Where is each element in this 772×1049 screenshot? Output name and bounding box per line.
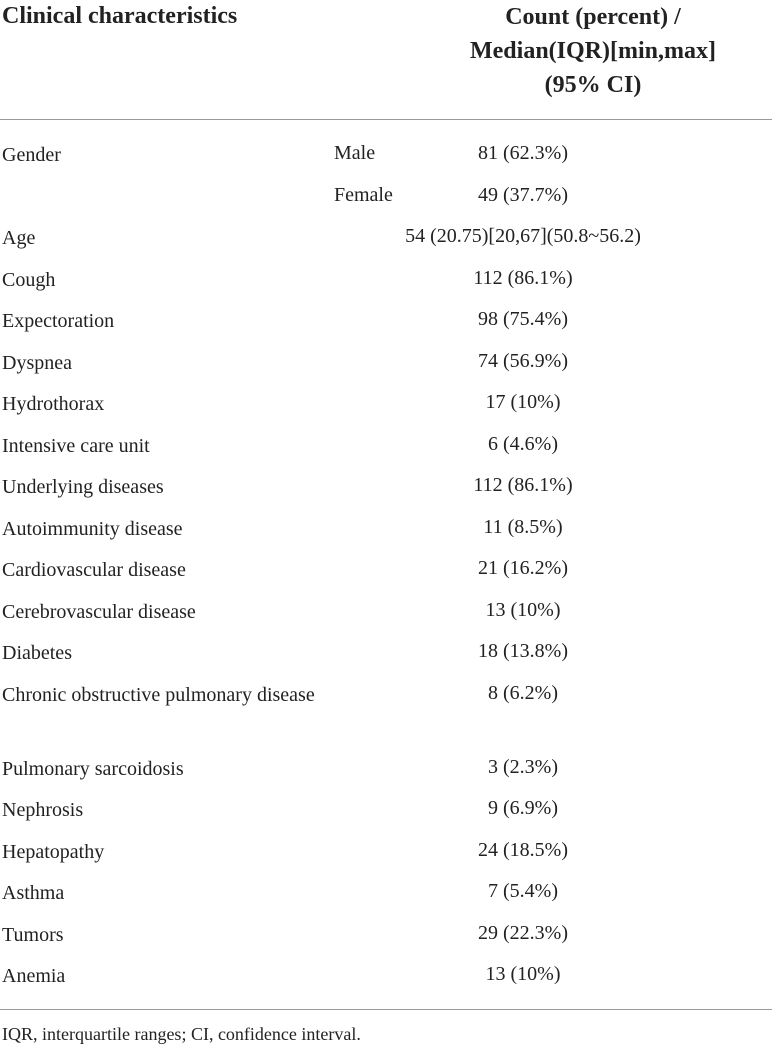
row-value: 98 (75.4%)	[478, 308, 568, 330]
row-label: Dyspnea	[2, 351, 72, 374]
table-row	[0, 217, 772, 259]
table-row	[0, 508, 772, 550]
table-row	[0, 914, 772, 956]
table-row	[0, 632, 772, 674]
table-body	[0, 134, 772, 997]
table-row	[0, 674, 772, 748]
table-row	[0, 176, 772, 218]
table-row	[0, 872, 772, 914]
table-row	[0, 466, 772, 508]
header-divider	[0, 119, 772, 120]
row-value: 112 (86.1%)	[473, 266, 573, 289]
footer-divider	[0, 1009, 772, 1010]
header-clinical-characteristics: Clinical characteristics	[2, 3, 238, 29]
table-row	[0, 748, 772, 790]
row-value: 54 (20.75)[20,67](50.8~56.2)	[405, 225, 641, 247]
row-label: Age	[2, 227, 36, 249]
table-row	[0, 831, 772, 873]
row-value: 21 (16.2%)	[478, 557, 568, 579]
row-value: 74 (56.9%)	[478, 349, 568, 372]
header-line-1: Count (percent) /	[505, 4, 681, 30]
row-value: 81 (62.3%)	[478, 142, 568, 164]
table-footnote: IQR, interquartile ranges; CI, confidence interval.	[2, 1024, 361, 1044]
row-value: 24 (18.5%)	[478, 838, 568, 861]
row-label: Cerebrovascular disease	[2, 600, 196, 623]
header-line-3: (95% CI)	[544, 72, 642, 98]
row-label: Diabetes	[2, 642, 72, 664]
row-label: Asthma	[2, 882, 65, 904]
table-row	[0, 300, 772, 342]
row-value: 18 (13.8%)	[478, 640, 568, 662]
table-row	[0, 342, 772, 384]
table-row	[0, 259, 772, 301]
row-label: Pulmonary sarcoidosis	[2, 757, 184, 780]
table-row	[0, 549, 772, 591]
row-label: Tumors	[2, 923, 64, 946]
row-label: Cough	[2, 268, 56, 291]
row-label: Cardiovascular disease	[2, 559, 186, 581]
row-value: 7 (5.4%)	[488, 880, 558, 902]
row-sublabel: Male	[334, 142, 376, 164]
row-value: 3 (2.3%)	[488, 755, 558, 778]
row-label: Underlying diseases	[2, 476, 164, 498]
row-value: 29 (22.3%)	[478, 921, 568, 944]
row-label: Anemia	[2, 965, 66, 987]
row-label: Gender	[2, 144, 61, 166]
row-sublabel: Female	[334, 183, 393, 206]
header-count-percent	[420, 0, 766, 102]
row-label: Hydrothorax	[2, 393, 105, 415]
row-label: Hepatopathy	[2, 840, 105, 863]
table-row	[0, 134, 772, 176]
row-value: 13 (10%)	[485, 963, 561, 985]
row-label: Nephrosis	[2, 799, 84, 821]
row-value: 9 (6.9%)	[488, 797, 558, 819]
table-row	[0, 789, 772, 831]
row-label: Expectoration	[2, 310, 115, 332]
row-label: Chronic obstructive pulmonary disease	[2, 683, 315, 706]
row-value: 6 (4.6%)	[488, 432, 558, 455]
row-label: Autoimmunity disease	[2, 517, 183, 540]
row-value: 11 (8.5%)	[483, 515, 563, 538]
row-value: 49 (37.7%)	[478, 183, 568, 206]
table-row	[0, 425, 772, 467]
table-row	[0, 383, 772, 425]
row-value: 17 (10%)	[485, 391, 561, 413]
header-line-2: Median(IQR)[min,max]	[470, 38, 716, 64]
table-header	[0, 0, 772, 120]
row-value: 13 (10%)	[485, 598, 561, 621]
table-row	[0, 591, 772, 633]
row-value: 8 (6.2%)	[488, 681, 558, 704]
table-row	[0, 955, 772, 997]
row-label: Intensive care unit	[2, 434, 150, 457]
row-value: 112 (86.1%)	[473, 474, 573, 496]
